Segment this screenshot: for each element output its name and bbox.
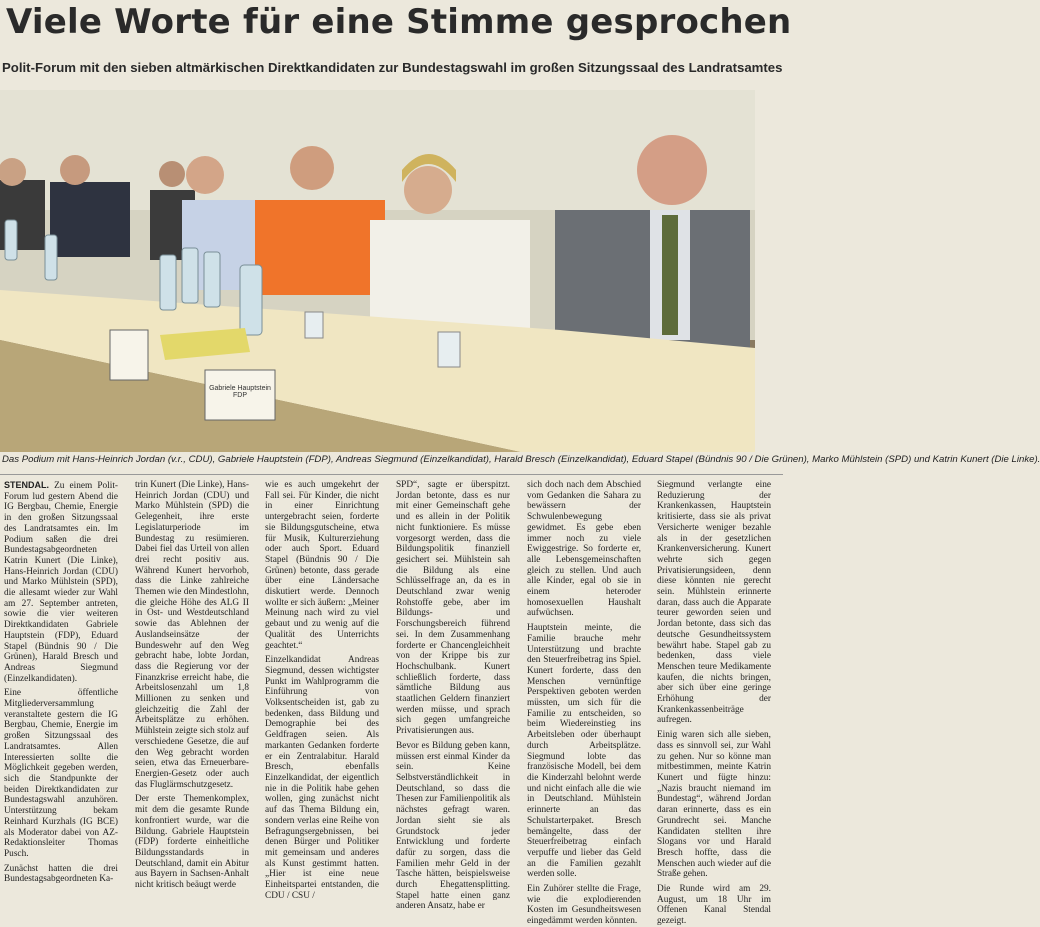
nameplate-label	[207, 385, 273, 399]
paragraph: Eine öffentliche Mitgliederversammlung veranstaltete gestern die IG Bergbau, Chemie, Energie im großen Sitzungssaal des Landratsamtes. Allen Interessierten sollte die Möglichkeit gegeben werden, sich die Standpunkte der beiden Direktkandidaten zur Bundestagswahl anzuhören. Unterstützung bekam Reinhard Kurzhals (IG BCE) als Moderator dabei von AZ-Redaktionsleiter Thomas Pusch.	[4, 688, 118, 859]
paragraph	[4, 480, 118, 684]
water-glass	[438, 332, 460, 367]
column-3	[265, 480, 379, 901]
article-photo	[0, 90, 755, 452]
paragraph: sich doch nach dem Abschied vom Gedanken die Sahara zu bewässern der Schwulenbewegung gewidmet. Es gebe eben immer noch zu viele Ewiggestrige. So forderte er, alle Lebensgemeinschaften gleich zu stellen. Und auch alle Kinder, egal ob sie in einem heteroder homosexuellen Haushalt aufwüchsen.	[527, 480, 641, 619]
article-subheadline: Polit-Forum mit den sieben altmärkischen Direktkandidaten zur Bundestagswahl im großen Sitzungssaal des Landratsamtes	[2, 60, 783, 75]
column-6	[657, 480, 771, 927]
podium-photo-illustration	[0, 90, 755, 452]
paragraph: Hauptstein meinte, die Familie brauche mehr Unterstützung und brachte den Steuerfreibetrag ins Spiel. Kunert forderte, dass den Menschen vernünftige Perspektiven geboten werden müssten, um sich für die Familie zu entscheiden, so beim Wiedereinstieg ins Arbeitsleben oder überhaupt durch Arbeitsplätze. Siegmund lobte das französische Modell, bei dem die Kinderzahl belohnt werde und nicht einfach alle die wie in Deutschland. Mühlstein erinnerte an das Schulstarterpaket. Bresch bemängelte, dass der Steuerfreibetrag einfach verpuffe und lieber das Geld an die Familien gezahlt werden solle.	[527, 623, 641, 880]
paragraph: Siegmund verlangte eine Reduzierung der Krankenkassen, Hauptstein kritisierte, dass sie als privat Versicherte weniger bezahle als in der gesetzlichen Krankenversicherung. Kunert wehrte sich gegen Privatisierungsideen, denn diese könnten nie gerecht sein. Mühlstein erinnerte daran, dass auch die Apparate teurer geworden seien und Jordan betonte, dass sich das deutsche Gesundheitssystem bewährt habe. Stapel gab zu bedenken, dass viele Menschen teure Medikamente kaufen, die nichts bringen, aber sich über eine geringe Erhöhung der Krankenkassenbeiträge aufregen.	[657, 480, 771, 726]
column-2	[135, 480, 249, 891]
column-4	[396, 480, 510, 912]
article-body	[4, 480, 780, 927]
photo-caption: Das Podium mit Hans-Heinrich Jordan (v.r., CDU), Gabriele Hauptstein (FDP), Andreas Siegmund (Einzelkandidat), Harald Bresch (Einzelkandidat), Eduard Stapel (Bündnis 90 / Die Grünen), Marko Mühlstein (SPD) und Katrin Kunert (Die Linke).	[2, 454, 1040, 465]
paragraph: Die Runde wird am 29. August, um 18 Uhr im Offenen Kanal Stendal gezeigt.	[657, 884, 771, 927]
nameplate-left	[110, 330, 148, 380]
paragraph: Einzelkandidat Andreas Siegmund, dessen wichtigster Punkt im Wahlprogramm die Einführung von Volksentscheiden ist, gab zu bedenken, dass Bildung und Demographie bei des Geldfragen seien. Als markanten Gedanken forderte er ein Zentralabitur. Harald Bresch, ebenfalls Einzelkandidat, der eigentlich nie in die Politik habe gehen wollen, ging zunächst nicht auf das Thema Bildung ein, sondern verlas eine Reihe von Befragungsergebnissen, bei denen Bürger und Politiker mit gemeinsam und anderes als Kunst gestimmt hatten. „Hier ist eine neue Einheitspartei entstanden, die CDU / CSU /	[265, 655, 379, 901]
paragraph: Der erste Themenkomplex, mit dem die gesamte Runde konfrontiert wurde, war die Bildung. Gabriele Hauptstein (FDP) forderte einheitliche Bildungsstandards in Deutschland, damit ein Abitur aus Bayern in Sachsen-Anhalt nicht kritisch beäugt werde	[135, 794, 249, 891]
column-1	[4, 480, 119, 885]
paragraph: trin Kunert (Die Linke), Hans-Heinrich Jordan (CDU) und Marko Mühlstein (SPD) die Gelegenheit, ihre erste Legislaturperiode im Bundestag zu resümieren. Dabei fiel das Urteil von allen drei recht positiv aus. Während Kunert hervorhob, dass die Linke zahlreiche Themen wie den Mindestlohn, die gleiche Höhe des ALG II in Ost- und Westdeutschland sowie das Ablehnen der Auslandseinsätze der Bundeswehr auf den Weg gebracht habe, lobte Jordan, dass die Regierung vor der Finanzkrise erreicht habe, die Arbeitslosenzahl um 1,8 Millionen zu senken und gleichzeitig die Zahl der Arbeitsplätze zu erhöhen. Mühlstein zeigte sich stolz auf verschiedene Gesetze, die auf den Weg gebracht worden seien, etwa das Erneuerbare-Energien-Gesetz oder auch das Fluglärmschutzgesetz.	[135, 480, 249, 790]
nameplate-name: Gabriele Hauptstein	[209, 385, 271, 392]
paragraph: wie es auch umgekehrt der Fall sei. Für Kinder, die nicht in einer Einrichtung untergebracht seien, forderte sie Bildungsgutscheine, etwa für Musik, Kulturerziehung oder auch Sport. Eduard Stapel (Bündnis 90 / Die Grünen) betonte, dass gerade über eine Ländersache diskutiert werde. Dennoch wollte er sich äußern: „Meiner Meinung nach wird zu viel gebaut und zu wenig auf die Qualität des Unterrichts geachtet.“	[265, 480, 379, 651]
paragraph: SPD“, sagte er überspitzt. Jordan betonte, dass es nur mit einer Gemeinschaft gehe und es allein in der Politik nicht funktioniere. Es müsse vorgesorgt werden, dass die Bildungspolitik finanziell gesichert sei. Mühlstein sah die Bildung als eine Schlüsselfrage an, da es in Deutschland zwar wenig Rohstoffe gebe, aber im Bildungs- und Forschungsbereich führend sei. In dem Zusammenhang forderte er Chancengleichheit von der Krippe bis zur Hochschulbank. Kunert schließlich forderte, dass sämtliche Bildung aus staatlichen Geldern finanziert werden müsse, und sprach sich gegen umfangreiche Privatisierungen aus.	[396, 480, 510, 737]
divider	[0, 474, 783, 475]
article-headline: Viele Worte für eine Stimme gesprochen	[6, 2, 792, 42]
paragraph: Bevor es Bildung geben kann, müssen erst einmal Kinder da sein. Keine Selbstverständlichkeit in Deutschland, so dass die Thesen zur Familienpolitik als nächstes gefragt waren. Jordan sieht sie als Grundstock jeder Entwicklung und forderte dafür zu sorgen, dass die Familien mehr Geld in der Tasche hätten, beispielsweise durch Ehegattensplitting. Stapel hatte einen ganz anderen Ansatz, habe er	[396, 740, 510, 912]
nameplate-party: FDP	[233, 392, 247, 399]
paragraph: Zunächst hatten die drei Bundestagsabgeordneten Ka-	[4, 863, 118, 885]
paragraph: Einig waren sich alle sieben, dass es sinnvoll sei, zur Wahl zu gehen. Nur so könne man mitbestimmen, meinte Katrin Kunert und fügte hinzu: „Nazis braucht niemand im Bundestag“, während Jordan daran erinnerte, dass es ein Grundrecht sei. Manche Kandidaten stellten ihre Slogans vor und Harald Bresch hoffte, dass die Menschen auch wieder auf die Straße gehen.	[657, 730, 771, 880]
water-glass	[305, 312, 323, 338]
paragraph: Ein Zuhörer stellte die Frage, wie die explodierenden Kosten im Gesundheitswesen eingedämmt werden könnten.	[527, 884, 641, 927]
column-5	[527, 480, 641, 927]
paragraph-text: Zu einem Polit-Forum lud gestern Abend die IG Bergbau, Chemie, Energie in den großen Sitzungssaal des Landratsamtes ein. Im Podium saßen die drei Bundestagsabgeordneten Katrin Kunert (Die Linke), Hans-Heinrich Jordan (CDU) und Marko Mühlstein (SPD), die allesamt wieder zur Wahl am 27. September antreten, sowie die vier weiteren Direktkandidaten Gabriele Hauptstein (FDP), Eduard Stapel (Bündnis 90 / Die Grünen), Harald Bresch und Andreas Siegmund (Einzelkandidaten).	[4, 481, 119, 684]
dateline: STENDAL.	[4, 480, 49, 490]
